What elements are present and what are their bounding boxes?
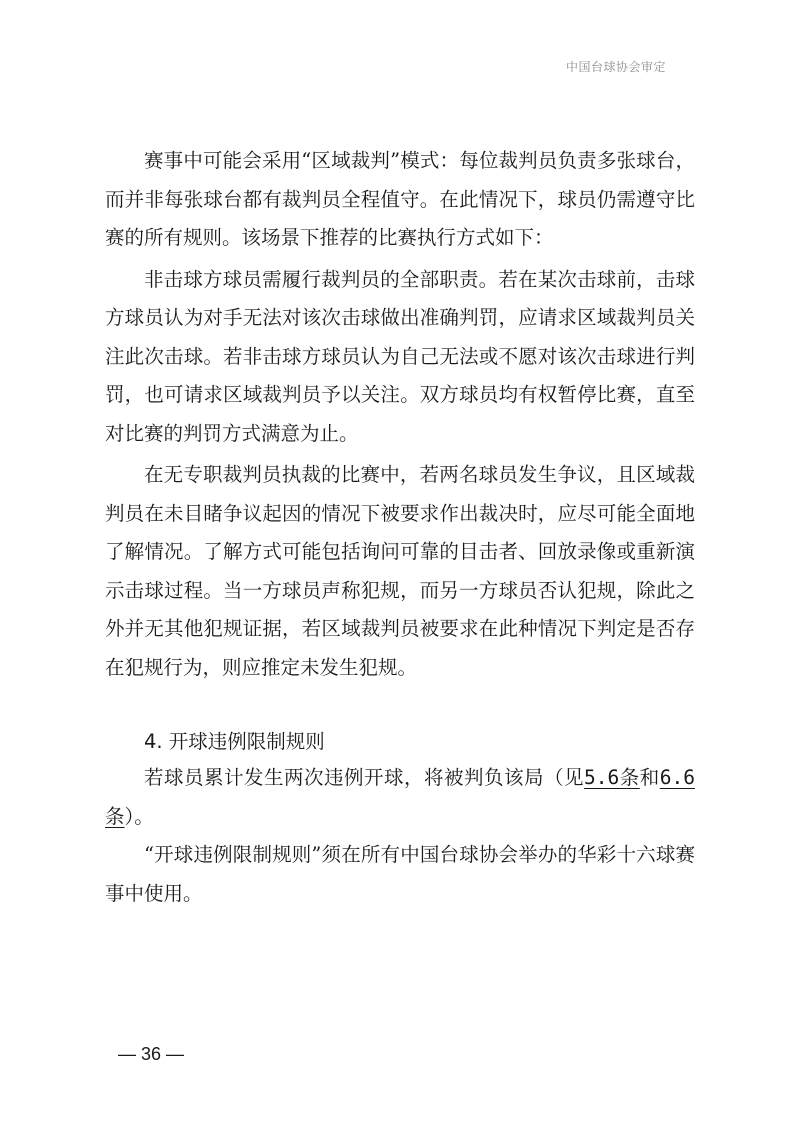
page-number: — 36 — bbox=[118, 1044, 185, 1064]
rule-text-and: 和 bbox=[639, 766, 660, 789]
paragraph-zone-referee: 赛事中可能会采用“区域裁判”模式：每位裁判员负责多张球台，而并非每张球台都有裁判员全程值守。在此情况下，球员仍需遵守比赛的所有规则。该场景下推荐的比赛执行方式如下： bbox=[105, 149, 695, 249]
document-body bbox=[105, 142, 695, 913]
rule-reference-link[interactable]: 5.6条 bbox=[584, 766, 640, 789]
rule-reference-link[interactable]: 6.6条 bbox=[105, 766, 695, 828]
paragraph-dispute-resolution: 在无专职裁判员执裁的比赛中，若两名球员发生争议，且区域裁判员在未目睹争议起因的情况下被要求作出裁决时，应尽可能全面地了解情况。了解方式可能包括询问可靠的目击者、回放录像或重新演示击球过程。当一方球员声称犯规，而另一方球员否认犯规，除此之外并无其他犯规证据，若区域裁判员被要求在此种情况下判定是否存在犯规行为，则应推定未发生犯规。 bbox=[105, 463, 695, 679]
rule-text-end: ）。 bbox=[124, 804, 154, 828]
paragraph-break-foul-rule bbox=[105, 759, 695, 836]
paragraph-rule-application: “开球违例限制规则”须在所有中国台球协会举办的华彩十六球赛事中使用。 bbox=[105, 843, 695, 905]
paragraph-non-shooter-duties: 非击球方球员需履行裁判员的全部职责。若在某次击球前，击球方球员认为对手无法对该次击球做出准确判罚，应请求区域裁判员关注此次击球。若非击球方球员认为自己无法或不愿对该次击球进行判罚，也可请求区域裁判员予以关注。双方球员均有权暂停比赛，直至对比赛的判罚方式满意为止。 bbox=[105, 267, 695, 445]
rule-text-start: 若球员累计发生两次违例开球，将被判负该局（见 bbox=[144, 766, 585, 789]
header-note: 中国台球协会审定 bbox=[565, 60, 666, 74]
section-heading: 4. 开球违例限制规则 bbox=[144, 730, 325, 753]
